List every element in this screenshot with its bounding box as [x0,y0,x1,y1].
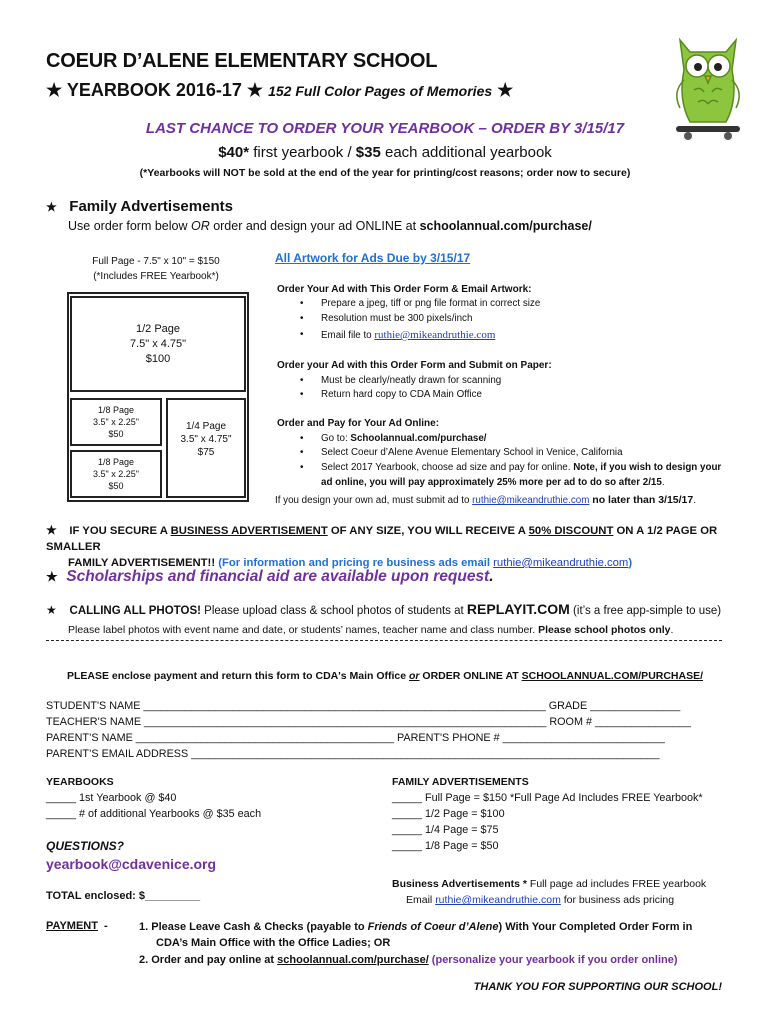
quarter-page-order-line[interactable]: _____ 1/4 Page = $75 [392,824,499,836]
scholarship-note [46,568,494,586]
pay-payee: Friends of Coeur d’Alene [367,921,499,933]
list-item [300,329,495,341]
biz-info: (For information and pricing re business ads email [218,557,494,569]
photos-text: Please upload class & school photos of students at [200,605,467,617]
quarter-page-price: $75 [197,447,215,458]
enclose-site: SCHOOLANNUAL.COM/PURCHASE/ [521,670,704,682]
thank-you-note: THANK YOU FOR SUPPORTING OUR SCHOOL! [473,981,722,993]
star-icon: ★ [46,80,63,100]
price-additional-text: each additional yearbook [380,144,552,161]
half-page-name: 1/2 Page [135,322,181,335]
star-bullet-icon: ★ [46,523,57,537]
eighth-page-dims: 3.5" x 2.25" [93,417,139,427]
photos-emphasis: Please school photos only [538,624,671,636]
scholarship-dot: . [489,568,494,585]
eighth-page-ad-box [70,450,162,498]
scholarship-text: Scholarships and financial aid are available upon request [66,568,490,585]
half-page-dims: 7.5" x 4.75" [129,337,187,350]
enclose-instructions [0,670,770,682]
payment-option-1-cont: CDA’s Main Office with the Office Ladies; OR [156,937,391,949]
photos-end: . [670,624,674,636]
biz-ads-text: for business ads pricing [560,894,675,906]
photos-note [46,600,721,640]
photos-text: (it’s a free app-simple to use) [569,605,722,617]
list-item [300,389,482,400]
online-note: Note, if you wish to design your [573,462,722,473]
parent-email-field[interactable]: PARENT’S EMAIL ADDRESS ______________________________________________________________________________ [46,748,660,760]
list-item-text: Resolution must be 300 pixels/inch [321,313,473,324]
email-section-heading: Order Your Ad with This Order Form & Email Artwork: [277,284,532,295]
yearbooks-heading: YEARBOOKS [46,776,114,788]
design-yourself-note [275,494,696,506]
cut-line-divider [46,640,722,641]
paper-section-heading: Order your Ad with this Order Form and Submit on Paper: [277,360,552,371]
star-bullet-icon: ★ [46,603,57,617]
parent-name-field[interactable]: PARENT’S NAME ___________________________________________ PARENT'S PHONE # ___________________________ [46,732,665,744]
instr-site: schoolannual.com/purchase/ [419,219,592,233]
payment-option-2 [139,953,678,968]
full-page-size-label [70,254,242,284]
business-ad-offer [46,522,770,571]
price-additional: $35 [355,144,381,161]
list-item [300,298,540,309]
enclose-text: PLEASE enclose payment and return this form to CDA's Main Office [66,670,410,682]
note-end: . [693,494,697,506]
half-page-price: $100 [145,352,171,365]
email-link[interactable]: ruthie@mikeandruthie.com [472,495,590,506]
pay-note: (personalize your yearbook if you order online) [428,954,678,966]
list-item [300,313,472,324]
list-item-text: Prepare a jpeg, tiff or png file format in correct size [321,298,541,309]
student-name-field[interactable]: STUDENT'S NAME ___________________________________________________________________ GRADE _______________ [46,700,681,712]
online-note-2: ad online, you will pay approximately 25% more per ad to do so after 2/15 [321,477,662,488]
list-item-text: Return hard copy to CDA Main Office [321,389,482,400]
list-item [300,447,623,458]
half-page-ad-box [70,296,246,392]
enclose-or: or [409,670,420,682]
biz-text: BUSINESS ADVERTISEMENT [170,525,328,537]
full-page-size: Full Page - 7.5" x 10" = $150 [92,256,220,267]
biz-info-end: ) [628,557,633,569]
yearbook-subtitle: 152 Full Color Pages of Memories [268,83,493,99]
star-icon: ★ [246,80,264,100]
list-item-text: Select 2017 Yearbook, choose ad size and pay for online. [321,462,574,473]
email-link[interactable]: ruthie@mikeandruthie.com [435,894,561,906]
biz-text: ON A 1/2 PAGE OR SMALLER [46,525,718,553]
artwork-due-heading: All Artwork for Ads Due by 3/15/17 [275,251,471,265]
deadline-text: no later than 3/15/17 [589,494,694,506]
payment-option-1 [139,920,692,935]
yearbook-title [46,80,513,101]
total-enclosed-field[interactable]: TOTAL enclosed: $_________ [46,890,201,902]
price-first: $40* [218,144,250,161]
quarter-page-dims: 3.5" x 4.75" [180,434,232,445]
online-site: Schoolannual.com/purchase/ [350,433,487,444]
eighth-page-name: 1/8 Page [97,457,134,467]
full-page-note: (*Includes FREE Yearbook*) [93,271,219,282]
biz-ads-text: Email [406,894,436,906]
biz-text: IF YOU SECURE A [69,525,171,537]
photos-text: Please label photos with event name and date, or students’ names, teacher name and class number. [68,624,539,636]
eighth-page-ad-box [70,398,162,446]
yearbook-first-line[interactable]: _____ 1st Yearbook @ $40 [46,792,177,804]
enclose-text: ORDER ONLINE AT [419,670,522,682]
online-section-heading: Order and Pay for Your Ad Online: [277,418,440,429]
school-title: COEUR D’ALENE ELEMENTARY SCHOOL [46,50,438,72]
pay-site[interactable]: schoolannual.com/purchase/ [277,954,429,966]
last-chance-banner: LAST CHANCE TO ORDER YOUR YEARBOOK – ORDER BY 3/15/17 [145,120,625,137]
list-item [300,375,501,386]
family-ads-title: Family Advertisements [69,198,233,215]
star-bullet-icon: ★ [46,569,58,584]
half-page-order-line[interactable]: _____ 1/2 Page = $100 [392,808,505,820]
note-text: If you design your own ad, must submit ad to [275,495,473,506]
email-link[interactable]: ruthie@mikeandruthie.com [493,557,629,569]
family-ads-order-heading: FAMILY ADVERTISEMENTS [392,776,529,788]
list-item-text: Go to: [321,433,351,444]
not-sold-notice: (*Yearbooks will NOT be sold at the end of the year for printing/cost reasons; order now to secure) [139,167,631,179]
payment-label: PAYMENT [46,920,98,932]
questions-heading: QUESTIONS? [46,839,125,853]
yearbook-additional-line[interactable]: _____ # of additional Yearbooks @ $35 each [46,808,262,820]
list-item [300,462,721,473]
online-note-continued [321,477,665,488]
pay-text: 2. Order and pay online at [139,954,278,966]
family-ads-heading [46,198,233,215]
biz-text: FAMILY ADVERTISEMENT!! [68,557,219,569]
instr-text: Use order form below [68,219,191,233]
eighth-page-order-line[interactable]: _____ 1/8 Page = $50 [392,840,499,852]
quarter-page-ad-box [166,398,246,498]
email-link[interactable]: ruthie@mikeandruthie.com [374,329,496,341]
list-item-text: Select Coeur d’Alene Avenue Elementary School in Venice, California [321,447,623,458]
yearbook-label: YEARBOOK 2016-17 [66,80,242,100]
teacher-name-field[interactable]: TEACHER'S NAME ___________________________________________________________________ ROOM # ________________ [46,716,692,728]
price-line [0,144,770,161]
star-bullet-icon: ★ [46,200,57,214]
quarter-page-name: 1/4 Page [185,421,227,432]
eighth-page-price: $50 [108,481,124,491]
full-page-order-line[interactable]: _____ Full Page = $150 *Full Page Ad Includes FREE Yearbook* [392,792,703,804]
payment-dash: - [104,920,108,932]
biz-text: 50% DISCOUNT [528,525,614,537]
list-item [300,433,487,444]
online-note-end: . [661,477,665,488]
instr-or: OR [190,219,210,233]
eighth-page-dims: 3.5" x 2.25" [93,469,139,479]
biz-text: OF ANY SIZE, YOU WILL RECEIVE A [327,525,529,537]
questions-email[interactable]: yearbook@cdavenice.org [46,856,217,872]
instr-text: order and design your ad ONLINE at [209,219,420,233]
star-icon: ★ [497,80,514,100]
eighth-page-price: $50 [108,429,124,439]
replayit-site: REPLAYIT.COM [466,601,570,617]
list-item-text: Email file to [321,330,375,341]
pay-text: ) With Your Completed Order Form in [498,921,693,933]
family-ads-instructions [68,219,592,233]
list-item-text: Must be clearly/neatly drawn for scanning [321,375,502,386]
biz-ads-text: Full page ad includes FREE yearbook [529,878,707,890]
pay-text: 1. Please Leave Cash & Checks (payable to [139,921,368,933]
photos-heading: CALLING ALL PHOTOS! [69,605,201,617]
business-ads-note [392,876,706,908]
eighth-page-name: 1/8 Page [97,405,134,415]
price-first-text: first yearbook / [249,144,356,161]
biz-ads-heading: Business Advertisements * [392,878,530,890]
